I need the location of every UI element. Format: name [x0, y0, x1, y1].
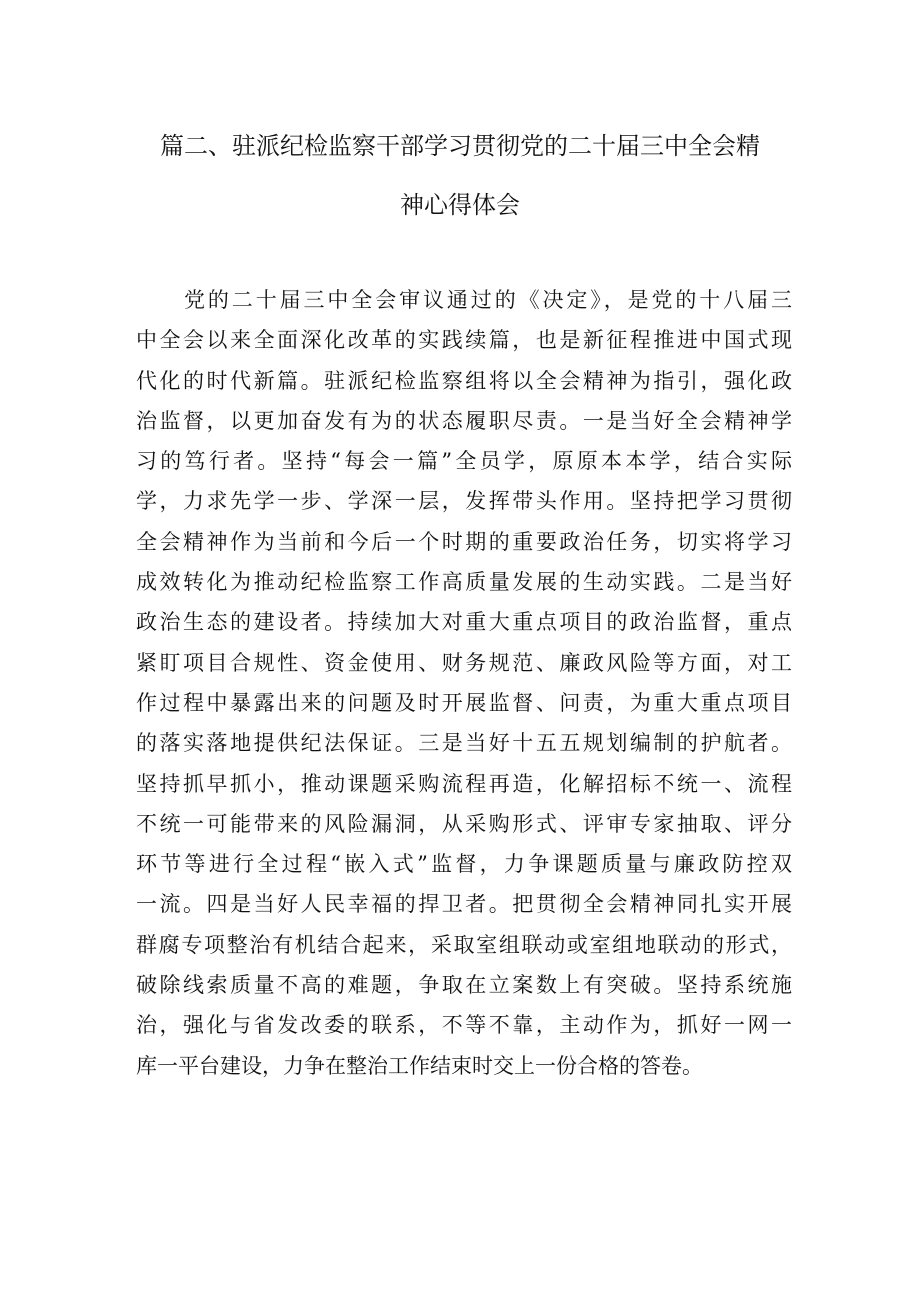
document-title-line-1: 篇二、驻派纪检监察干部学习贯彻党的二十届三中全会精 [160, 132, 760, 160]
body-line: 坚持抓早抓小，推动课题采购流程再造，化解招标不统一、流程 [136, 771, 792, 796]
body-line: 习的笃行者。坚持“每会一篇”全员学，原原本本学，结合实际 [136, 449, 792, 474]
body-line: 治监督，以更加奋发有为的状态履职尽责。一是当好全会精神学 [136, 408, 792, 433]
body-line: 中全会以来全面深化改革的实践续篇，也是新征程推进中国式现 [136, 328, 792, 353]
body-line: 不统一可能带来的风险漏洞，从采购形式、评审专家抽取、评分 [136, 811, 792, 836]
body-line: 代化的时代新篇。驻派纪检监察组将以全会精神为指引，强化政 [136, 368, 792, 393]
body-line: 紧盯项目合规性、资金使用、财务规范、廉政风险等方面，对工 [136, 650, 792, 675]
body-line: 治，强化与省发改委的联系，不等不靠，主动作为，抓好一网一 [136, 1013, 792, 1038]
body-line: 政治生态的建设者。持续加大对重大重点项目的政治监督，重点 [136, 610, 792, 635]
body-paragraph [136, 280, 792, 1086]
body-line: 学，力求先学一步、学深一层，发挥带头作用。坚持把学习贯彻 [136, 489, 792, 514]
body-line: 破除线索质量不高的难题，争取在立案数上有突破。坚持系统施 [136, 973, 792, 998]
body-line: 作过程中暴露出来的问题及时开展监督、问责，为重大重点项目 [136, 690, 792, 715]
document-title-line-2: 神心得体会 [400, 191, 520, 219]
body-line: 一流。四是当好人民幸福的捍卫者。把贯彻全会精神同扎实开展 [136, 892, 792, 917]
body-line: 群腐专项整治有机结合起来，采取室组联动或室组地联动的形式， [136, 932, 792, 957]
body-line: 党的二十届三中全会审议通过的《决定》，是党的十八届三 [184, 288, 792, 312]
body-line: 环节等进行全过程“嵌入式”监督，力争课题质量与廉政防控双 [136, 852, 792, 877]
body-line: 的落实落地提供纪法保证。三是当好十五五规划编制的护航者。 [136, 731, 792, 756]
body-line: 全会精神作为当前和今后一个时期的重要政治任务，切实将学习 [136, 529, 792, 554]
body-line: 库一平台建设，力争在整治工作结束时交上一份合格的答卷。 [136, 1053, 703, 1078]
body-line: 成效转化为推动纪检监察工作高质量发展的生动实践。二是当好 [136, 570, 792, 595]
